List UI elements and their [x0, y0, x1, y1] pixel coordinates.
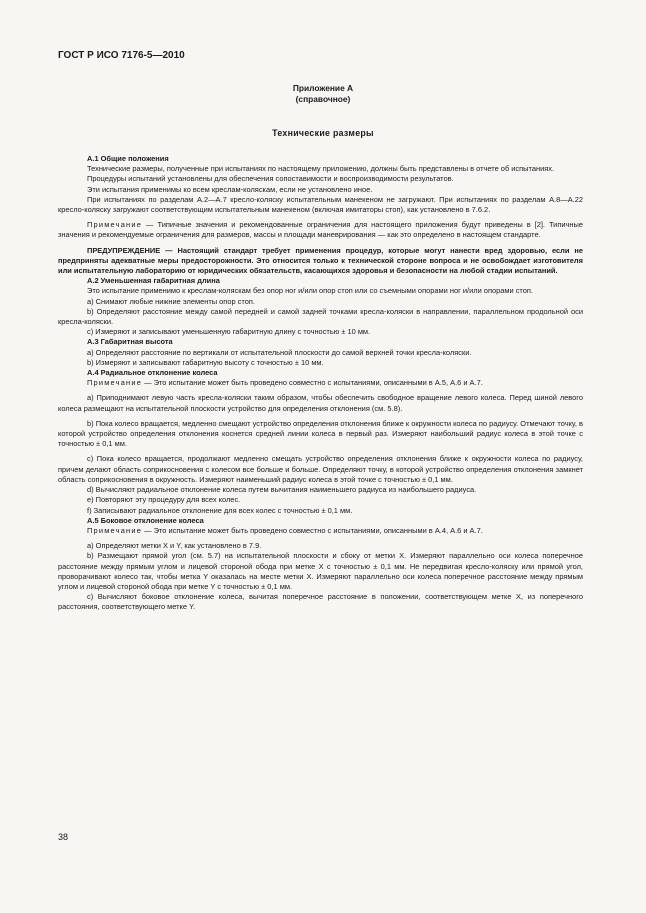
- note: [58, 220, 583, 240]
- warning: ПРЕДУПРЕЖДЕНИЕ — Настоящий стандарт требует применения процедур, которые могут нанести вред здоровью, если не предприняты адекватные меры предосторожности. Это относится только к технической стороне вопроса и не освобождает изготовителя или испытательную лабораторию от юридических обязательств, касающихся здоровья и безопасности на любой стадии испытаний.: [58, 245, 583, 276]
- paragraph: Технические размеры, полученные при испытаниях по настоящему приложению, должны быть представлены в отчете об испытаниях.: [87, 164, 555, 174]
- list-item: f) Записывают радиальное отклонение для всех колес с точностью ± 0,1 мм.: [87, 505, 353, 515]
- appendix-status: (справочное): [295, 94, 351, 104]
- document-header: ГОСТ Р ИСО 7176-5—2010: [58, 50, 185, 61]
- heading-a4: А.4 Радиальное отклонение колеса: [87, 368, 218, 378]
- appendix-title: Приложение А: [292, 83, 354, 93]
- note: [58, 526, 583, 536]
- note-label: Примечание: [87, 525, 143, 535]
- note-text: — Типичные значения и рекомендованные ограничения для настоящего приложения будут приведены в [2]. Типичные значения и рекомендуемые ограничения для размеров, массы и площади маневрирования — как это определено в настоящем стандарте.: [58, 220, 583, 240]
- paragraph: При испытаниях по разделам А.2—А.7 кресло-коляску испытательным манекеном не загружают. При испытаниях по разделам А.8—А.22 кресло-коляску загружают соответствующим испытательным манекеном (включая имитаторы стоп), как установлено в 7.6.2.: [58, 194, 583, 215]
- list-item: b) Пока колесо вращается, медленно смещают устройство определения отклонения ближе к окружности колеса по радиусу. Отмечают точку, в которой устройство определения отклонения коснется средней линии колеса в первый раз. Измеряют наибольший радиус колеса в этой точке с точностью ± 0,1 мм.: [58, 418, 583, 449]
- list-item: c) Вычисляют боковое отклонение колеса, вычитая поперечное расстояние в положении, соответствующем метке X, из поперечного расстояния, соответствующего метке Y.: [58, 592, 583, 612]
- list-item: b) Определяют расстояние между самой передней и самой задней точками кресла-коляски в направлении, параллельном продольной оси кресла-коляски.: [58, 306, 583, 327]
- list-item: a) Определяют метки X и Y, как установлено в 7.9.: [87, 541, 262, 551]
- paragraph: Эти испытания применимы ко всем креслам-коляскам, если не установлено иное.: [87, 184, 373, 194]
- list-item: c) Измеряют и записывают уменьшенную габаритную длину с точностью ± 10 мм.: [87, 327, 371, 337]
- list-item: b) Измеряют и записывают габаритную высоту с точностью ± 10 мм.: [87, 357, 324, 367]
- note-text: — Это испытание может быть проведено совместно с испытаниями, описанными в А.5, А.6 и А.7.: [142, 378, 483, 388]
- list-item: a) Приподнимают левую часть кресла-коляски таким образом, чтобы обеспечить свободное вращение левого колеса. Перед шиной левого колеса размещают на испытательной плоскости устройство для определения отклонения (см. 5.8).: [58, 393, 583, 413]
- heading-a3: А.3 Габаритная высота: [87, 337, 173, 347]
- note-label: Примечание: [87, 220, 143, 230]
- list-item: a) Снимают любые нижние элементы опор стоп.: [87, 296, 255, 306]
- paragraph: Это испытание применимо к креслам-коляскам без опор ног и/или опор стоп или со съемными опорами ног и/или опорами стоп.: [87, 286, 533, 296]
- heading-a5: А.5 Боковое отклонение колеса: [87, 515, 204, 525]
- note: [58, 378, 583, 388]
- page-number: 38: [58, 832, 69, 842]
- document-body: [58, 154, 583, 613]
- note-label: Примечание: [87, 378, 143, 388]
- heading-a2: А.2 Уменьшенная габаритная длина: [87, 276, 220, 286]
- note-text: — Это испытание может быть проведено совместно с испытаниями, описанными в А.4, А.6 и А.7.: [142, 525, 483, 535]
- list-item: a) Определяют расстояние по вертикали от испытательной плоскости до самой верхней точки кресла-коляски.: [87, 347, 472, 357]
- paragraph: Процедуры испытаний установлены для обеспечения сопоставимости и воспроизводимости результатов.: [87, 174, 454, 184]
- list-item: b) Размещают прямой угол (см. 5.7) на испытательной плоскости и сбоку от метки X. Измеряют параллельно оси колеса поперечное расстояние между прямым углом и лицевой стороной обода при метке X с точностью ± 0,1 мм. Не передвигая кресло-коляску или прямой угол, проворачивают колесо так, чтобы метка Y оказалась на месте метки X. Измеряют параллельно оси колеса поперечное расстояние между прямым углом и лицевой стороной обода при метке Y с точностью ± 0,1 мм.: [58, 551, 583, 591]
- heading-a1: А.1 Общие положения: [87, 154, 169, 163]
- appendix-label: [0, 83, 646, 105]
- list-item: c) Пока колесо вращается, продолжают медленно смещать устройство определения отклонения ближе к окружности колеса по радиусу, причем делают область соприкосновения с колесом все больше и больше. Определяют точку, в которой устройство определения отклонения замкнет область соприкосновения в окружность. Измеряют наименьший радиус колеса в этой точке с точностью ± 0,1 мм.: [58, 454, 583, 484]
- list-item: d) Вычисляют радиальное отклонение колеса путем вычитания наименьшего радиуса из наибольшего радиуса.: [87, 485, 477, 495]
- list-item: e) Повторяют эту процедуру для всех колес.: [87, 495, 241, 505]
- section-title: Технические размеры: [272, 128, 374, 138]
